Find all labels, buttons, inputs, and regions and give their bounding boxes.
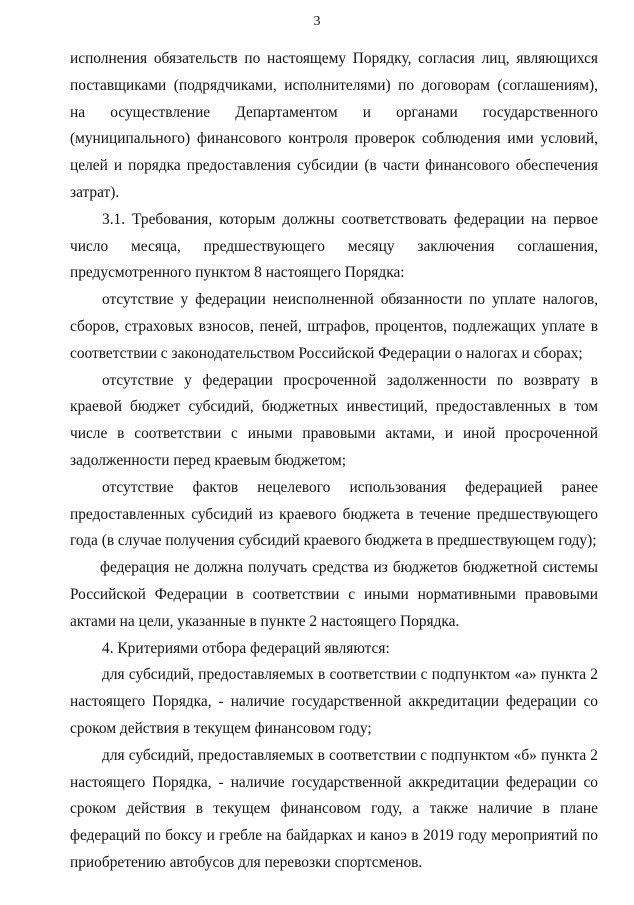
paragraph-no-tax-debt: отсутствие у федерации неисполненной обязанности по уплате налогов, сборов, страховых взносов, пеней, штрафов, процентов, подлежащих уплате в соответствии с законодательством Российской Федерации о налогах и сборах; xyxy=(70,291,598,362)
page-number: 3 xyxy=(313,14,321,29)
document-body xyxy=(70,46,598,877)
paragraph-no-other-funds: федерация не должна получать средства из бюджетов бюджетной системы Российской Федерации в соответствии с иными нормативными правовыми актами на цели, указанные в пункте 2 настоящего Порядка. xyxy=(70,559,598,630)
paragraph-criteria-b: для субсидий, предоставляемых в соответствии с подпунктом «б» пункта 2 настоящего Порядка, - наличие государственной аккредитации федерации со сроком действия в текущем финансовом году, а также наличие в плане федераций по боксу и гребле на байдарках и каноэ в 2019 году мероприятий по приобретению автобусов для перевозки спортсменов. xyxy=(70,746,598,871)
paragraph-no-misuse: отсутствие фактов нецелевого использования федерацией ранее предоставленных субсидий из краевого бюджета в течение предшествующего года (в случае получения субсидий краевого бюджета в предшествующем году); xyxy=(70,478,598,550)
paragraph-4-criteria: 4. Критериями отбора федераций являются: xyxy=(102,639,390,657)
paragraph-criteria-a: для субсидий, предоставляемых в соответствии с подпунктом «а» пункта 2 настоящего Порядка, - наличие государственной аккредитации федерации со сроком действия в текущем финансовом году; xyxy=(70,666,598,737)
paragraph-no-overdue-debt: отсутствие у федерации просроченной задолженности по возврату в краевой бюджет субсидий, бюджетных инвестиций, предоставленных в том числе в соответствии с иными правовыми актами, и иной просроченной задолженности перед краевым бюджетом; xyxy=(70,371,598,469)
paragraph-continuation: исполнения обязательств по настоящему Порядку, согласия лиц, являющихся поставщиками (подрядчиками, исполнителями) по договорам (соглашениям), на осуществление Департаментом и органами государственного (муниципального) финансового контроля проверок соблюдения ими условий, целей и порядка предоставления субсидии (в части финансового обеспечения затрат). xyxy=(70,50,598,201)
paragraph-3-1-requirements: 3.1. Требования, которым должны соответствовать федерации на первое число месяца, предшествующего месяцу заключения соглашения, предусмотренного пунктом 8 настоящего Порядка: xyxy=(70,210,598,282)
